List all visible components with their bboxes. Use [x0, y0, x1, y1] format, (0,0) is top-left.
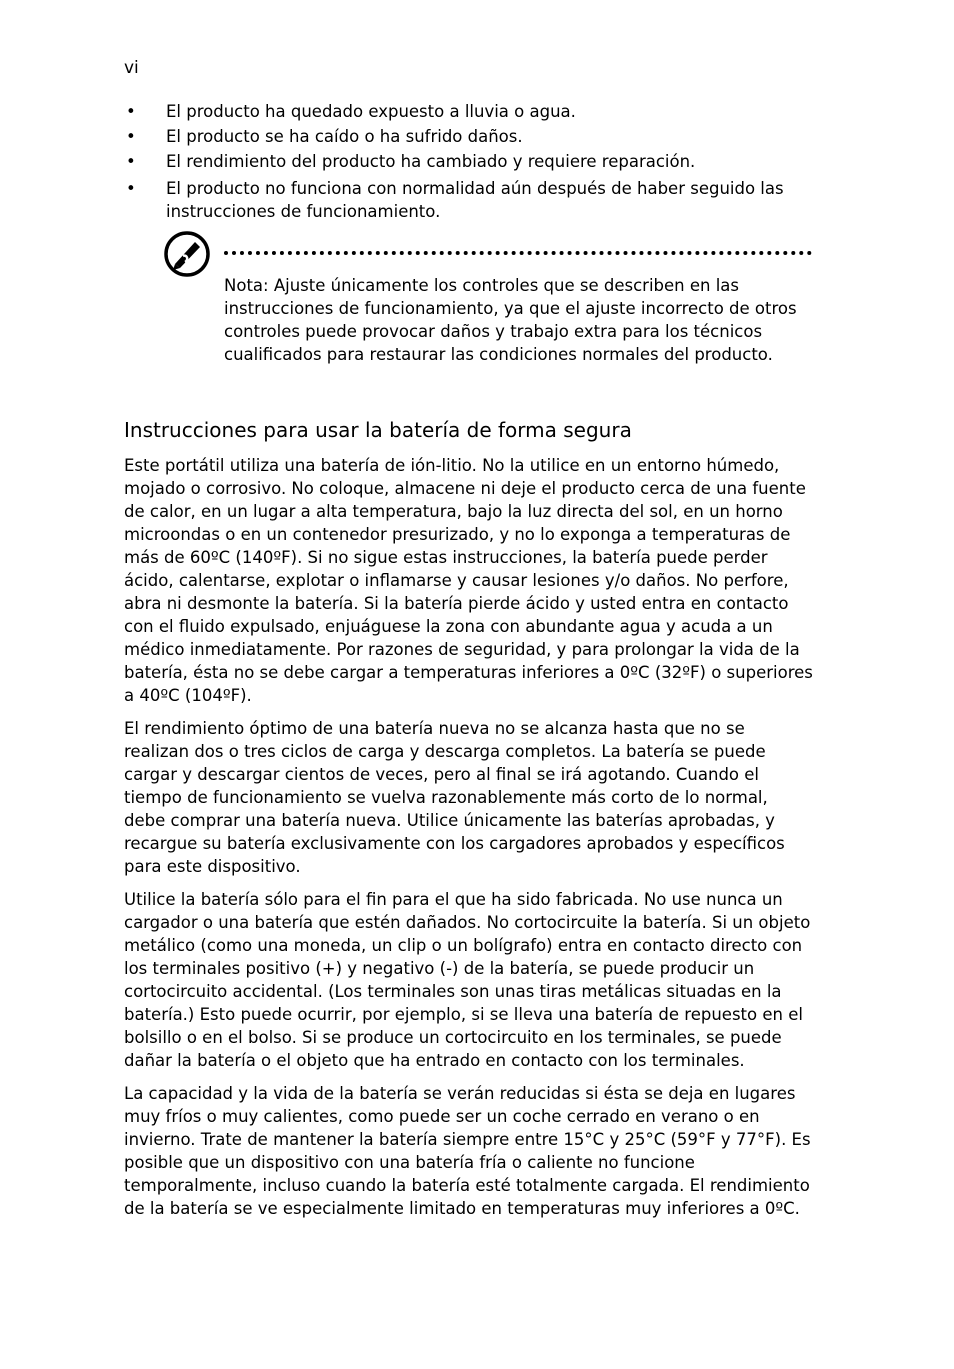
list-item-text: El producto se ha caído o ha sufrido daños. — [166, 127, 523, 146]
list-item — [124, 177, 814, 223]
list-item-text: El producto ha quedado expuesto a lluvia o agua. — [166, 102, 576, 121]
note-text — [224, 274, 804, 366]
paragraph: El rendimiento óptimo de una batería nueva no se alcanza hasta que no se realizan dos o tres ciclos de carga y descarga completos. La batería se puede cargar y descargar cientos de veces, pero al final se irá agotando. Cuando el tiempo de funcionamiento se vuelva razonablemente más corto de lo normal, debe comprar una batería nueva. Utilice únicamente las baterías aprobadas, y recargue su batería exclusivamente con los cargadores aprobados y específicos para este dispositivo. — [124, 719, 785, 876]
paragraph: Este portátil utiliza una batería de ión-litio. No la utilice en un entorno húmedo, mojado o corrosivo. No coloque, almacene ni deje el producto cerca de una fuente de calor, en un lugar a alta temperatura, bajo la luz directa del sol, en un horno microondas o en un contenedor presurizado, y no lo exponga a temperaturas de más de 60ºC (140ºF). Si no sigue estas instrucciones, la batería puede perder ácido, calentarse, explotar o inflamarse y causar lesiones y/o daños. No perfore, abra ni desmonte la batería. Si la batería pierde ácido y usted entra en contacto con el fluido expulsado, enjuáguese la zona con abundante agua y acuda a un médico inmediatamente. Por razones de seguridad, y para prolongar la vida de la batería, ésta no se debe cargar a temperaturas inferiores a 0ºC (32ºF) o superiores a 40ºC (104ºF). — [124, 456, 813, 705]
section-body — [124, 454, 814, 1230]
note-pencil-icon — [163, 230, 211, 278]
list-item-text: El rendimiento del producto ha cambiado y requiere reparación. — [166, 152, 696, 171]
note-divider — [224, 251, 812, 255]
list-item-text: El producto no funciona con normalidad aún después de haber seguido las instrucciones de funcionamiento. — [166, 179, 784, 221]
bullet-symbol: • — [126, 127, 136, 146]
paragraph: Utilice la batería sólo para el fin para el que ha sido fabricada. No use nunca un cargador o una batería que estén dañados. No cortocircuite la batería. Si un objeto metálico (como una moneda, un clip o un bolígrafo) entra en contacto directo con los terminales positivo (+) y negativo (-) de la batería, se puede producir un cortocircuito accidental. (Los terminales son unas tiras metálicas situadas en la batería.) Esto puede ocurrir, por ejemplo, si se lleva una batería de repuesto en el bolsillo o en el bolso. Si se produce un cortocircuito en los terminales, se puede dañar la batería o el objeto que ha entrado en contacto con los terminales. — [124, 890, 811, 1070]
note-body: Ajuste únicamente los controles que se describen en las instrucciones de funcionamiento, ya que el ajuste incorrecto de otros controles puede provocar daños y trabajo extra para los técnicos cualificados para restaurar las condiciones normales del producto. — [224, 276, 797, 364]
bullet-symbol: • — [126, 152, 136, 171]
list-item — [124, 100, 814, 123]
bullet-symbol: • — [126, 179, 136, 198]
bullet-list — [124, 100, 814, 225]
bullet-symbol: • — [126, 102, 136, 121]
list-item — [124, 150, 814, 173]
list-item — [124, 125, 814, 148]
paragraph: La capacidad y la vida de la batería se verán reducidas si ésta se deja en lugares muy fríos o muy calientes, como puede ser un coche cerrado en verano o en invierno. Trate de mantener la batería siempre entre 15°C y 25°C (59°F y 77°F). Es posible que un dispositivo con una batería fría o caliente no funcione temporalmente, incluso cuando la batería esté totalmente cargada. El rendimiento de la batería se ve especialmente limitado en temperaturas muy inferiores a 0ºC. — [124, 1084, 811, 1218]
section-title: Instrucciones para usar la batería de forma segura — [124, 418, 632, 442]
note-label: Nota: — [224, 276, 269, 295]
page-number: vi — [124, 58, 139, 78]
